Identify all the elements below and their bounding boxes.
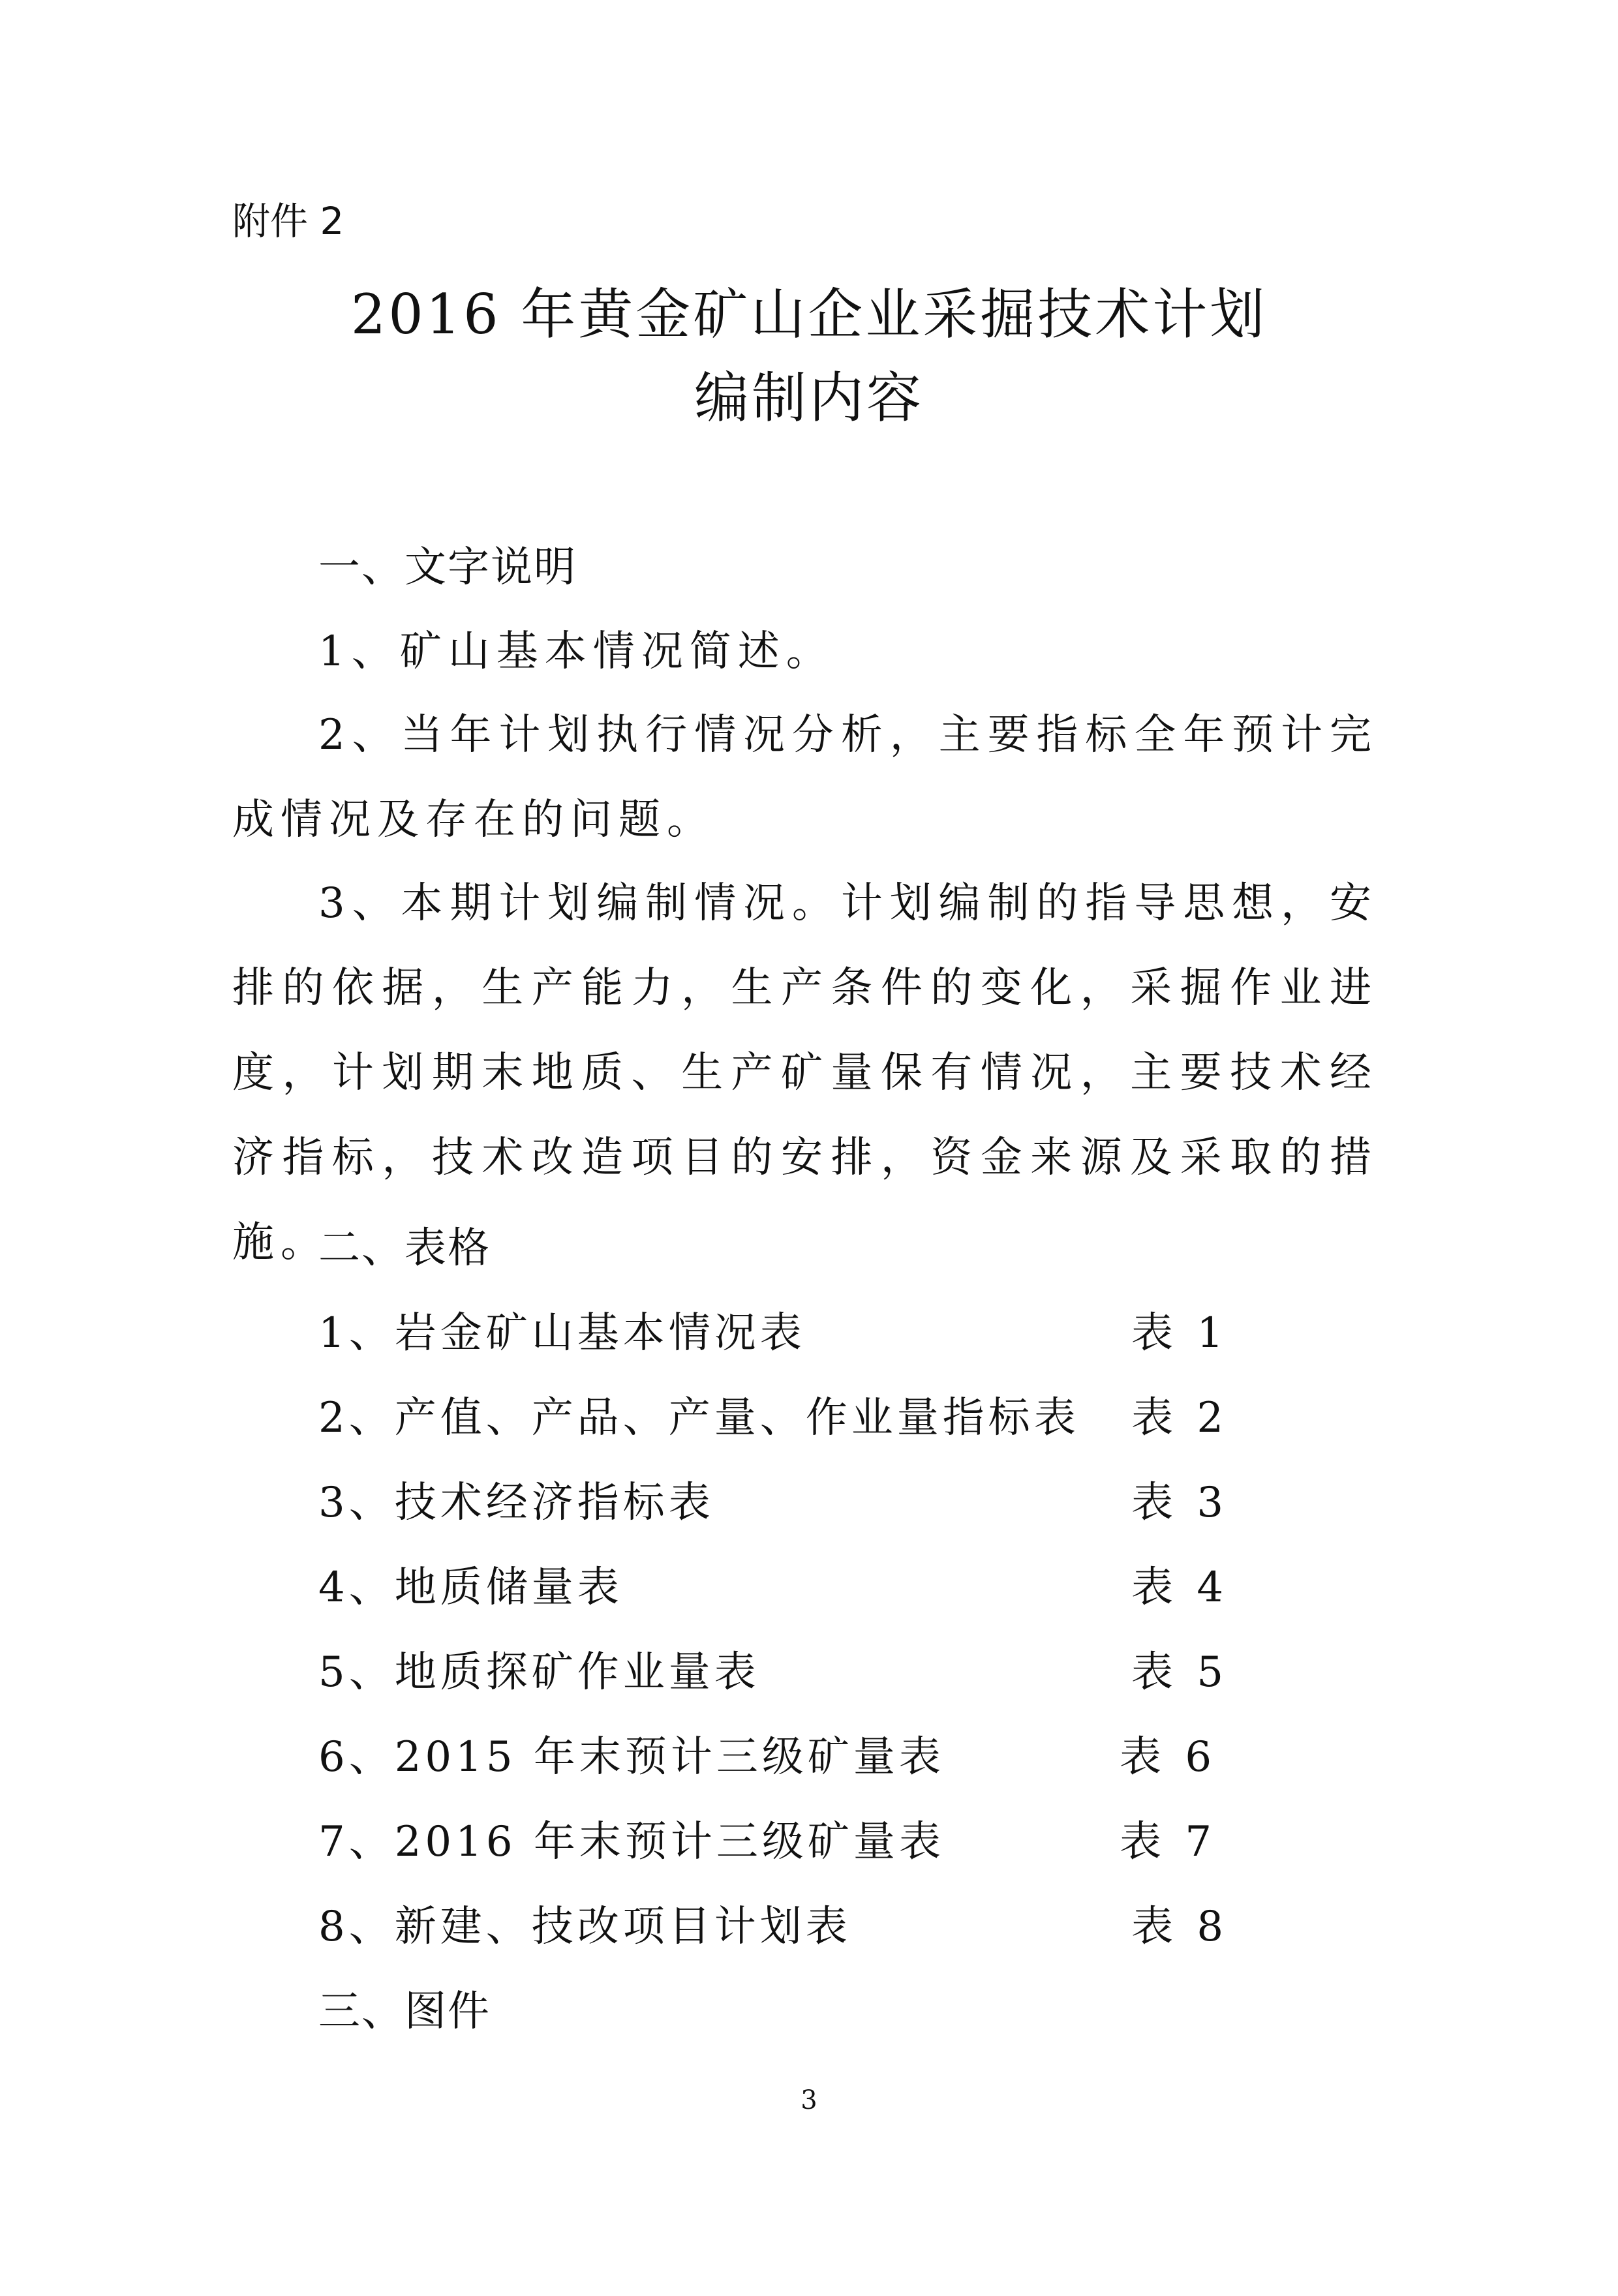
table-list-item-ref: 表 2 xyxy=(1131,1394,1229,1442)
table-list-item-ref: 表 8 xyxy=(1131,1903,1229,1951)
table-list-item-ref: 表 6 xyxy=(1120,1733,1217,1781)
page-number: 3 xyxy=(801,2085,817,2115)
table-list-item-label: 1、岩金矿山基本情况表 xyxy=(318,1309,806,1357)
table-list-item-label: 2、产值、产品、产量、作业量指标表 xyxy=(318,1394,1080,1442)
table-list-item-ref: 表 5 xyxy=(1131,1648,1229,1697)
document-title-line2: 编制内容 xyxy=(694,366,924,430)
paragraph-plan-execution: 2、当年计划执行情况分析，主要指标全年预计完成情况及存在的问题。 xyxy=(232,711,1378,844)
table-list-item-ref: 表 7 xyxy=(1120,1818,1217,1866)
table-list-item-label: 6、2015 年末预计三级矿量表 xyxy=(318,1733,945,1781)
document-title-line1: 2016 年黄金矿山企业采掘技术计划 xyxy=(350,282,1268,346)
table-list-item-label: 7、2016 年末预计三级矿量表 xyxy=(318,1818,945,1866)
paragraph-mine-overview: 1、矿山基本情况简述。 xyxy=(318,627,834,676)
table-list-item-label: 5、地质探矿作业量表 xyxy=(318,1648,760,1697)
table-list-item-ref: 表 1 xyxy=(1131,1309,1229,1357)
paragraph-plan-preparation: 3、本期计划编制情况。计划编制的指导思想，安排的依据，生产能力，生产条件的变化，采掘作业进度，计划期末地质、生产矿量保有情况，主要技术经济指标，技术改造项目的安排，资金来源及采取的措施。 xyxy=(232,879,1378,1267)
section-heading-text-description: 一、文字说明 xyxy=(318,543,577,592)
table-list-item-label: 8、新建、技改项目计划表 xyxy=(318,1903,851,1951)
section-heading-figures: 三、图件 xyxy=(318,1987,491,2036)
section-heading-tables: 二、表格 xyxy=(318,1224,491,1273)
attachment-label: 附件 2 xyxy=(232,199,344,243)
table-list-item-label: 3、技术经济指标表 xyxy=(318,1479,714,1527)
table-list-item-ref: 表 4 xyxy=(1131,1563,1229,1612)
table-list-item-ref: 表 3 xyxy=(1131,1479,1229,1527)
table-list-item-label: 4、地质储量表 xyxy=(318,1563,623,1612)
